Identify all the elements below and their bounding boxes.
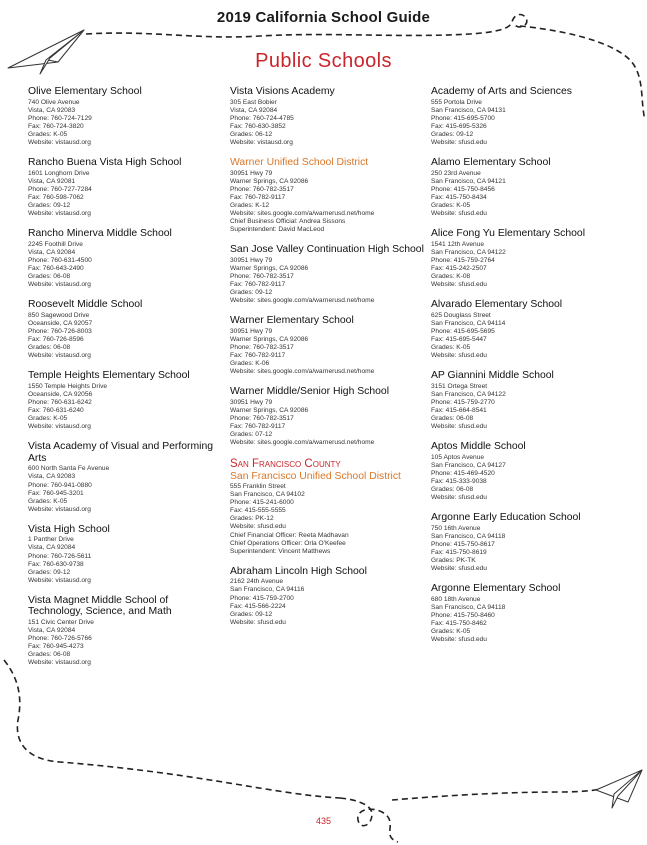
- school-name: Alice Fong Yu Elementary School: [431, 228, 586, 240]
- school-detail-line: Website: sfusd.edu: [230, 523, 286, 531]
- school-detail-line: Grades: 06-12: [230, 130, 273, 138]
- school-detail-line: Phone: 760-782-3517: [230, 344, 294, 352]
- school-detail-line: Phone: 415-695-5700: [431, 114, 495, 122]
- school-name: San Jose Valley Continuation High School: [230, 244, 424, 256]
- school-detail-line: Vista, CA 92081: [28, 177, 76, 185]
- school-detail-line: 105 Aptos Avenue: [431, 453, 485, 461]
- district-entry: [230, 157, 426, 234]
- school-detail-line: Grades: 06-08: [431, 486, 474, 494]
- district-name: San Francisco Unified School District: [230, 470, 401, 482]
- school-detail-line: Phone: 760-726-8003: [28, 327, 92, 335]
- school-detail-line: Website: vistausd.org: [230, 138, 293, 146]
- school-detail-line: Grades: 09-12: [28, 201, 71, 209]
- school-name: Argonne Elementary School: [431, 583, 561, 595]
- school-entry: [431, 441, 627, 502]
- school-entry: [431, 583, 627, 644]
- school-detail-line: 750 16th Avenue: [431, 524, 481, 532]
- school-detail-line: San Francisco, CA 94118: [431, 604, 506, 612]
- school-detail-line: 850 Sagewood Drive: [28, 311, 90, 319]
- school-detail-line: Fax: 415-750-8462: [431, 620, 487, 628]
- school-detail-line: Phone: 760-631-4500: [28, 256, 92, 264]
- school-detail-line: Fax: 415-664-8541: [431, 407, 487, 415]
- school-detail-line: Grades: 06-08: [28, 273, 71, 280]
- school-name: Vista High School: [28, 523, 110, 535]
- school-detail-line: Website: vistausd.org: [28, 352, 91, 360]
- school-entry: [230, 315, 426, 376]
- left-dashed-path: [4, 660, 340, 798]
- school-detail-line: Fax: 415-242-2507: [431, 264, 487, 272]
- school-entry: [28, 441, 224, 514]
- school-detail-line: Grades: K-05: [431, 344, 471, 352]
- school-detail-line: Grades: K-05: [431, 201, 471, 209]
- school-detail-line: Chief Business Official: Andrea Sissons: [230, 218, 346, 226]
- school-detail-line: 555 Franklin Street: [230, 483, 286, 490]
- school-detail-line: Phone: 415-750-8460: [431, 612, 495, 620]
- school-name: Olive Elementary School: [28, 86, 142, 97]
- school-detail-line: Superintendent: Vincent Matthews: [230, 547, 331, 555]
- school-detail-line: Phone: 760-724-4785: [230, 114, 294, 122]
- school-detail-line: Website: vistausd.org: [28, 138, 91, 146]
- school-detail-line: Grades: K-05: [28, 415, 68, 423]
- school-detail-line: Website: sfusd.edu: [230, 618, 286, 626]
- school-name: Vista Magnet Middle School of Technology, Science, and Math: [28, 594, 172, 618]
- school-detail-line: Website: sfusd.edu: [431, 138, 487, 146]
- school-detail-line: Warner Springs, CA 92086: [230, 177, 309, 185]
- school-name: Rancho Buena Vista High School: [28, 157, 182, 169]
- school-detail-line: Grades: 09-12: [230, 289, 273, 297]
- school-detail-line: Fax: 760-945-3201: [28, 489, 84, 497]
- school-detail-line: 555 Portola Drive: [431, 98, 482, 106]
- school-detail-line: Fax: 415-555-5555: [230, 507, 286, 515]
- school-entry: [230, 244, 426, 305]
- school-entry: [28, 524, 224, 585]
- school-detail-line: 30951 Hwy 79: [230, 327, 273, 335]
- school-detail-line: Fax: 760-630-3852: [230, 122, 286, 130]
- school-entry: [431, 370, 627, 431]
- school-detail-line: Vista, CA 92084: [230, 106, 278, 114]
- school-entry: [28, 228, 224, 289]
- school-detail-line: Website: vistausd.org: [28, 423, 91, 431]
- school-detail-line: 680 18th Avenue: [431, 595, 481, 603]
- school-detail-line: Website: vistausd.org: [28, 659, 91, 667]
- school-detail-line: San Francisco, CA 94116: [230, 586, 305, 594]
- school-detail-line: Phone: 415-750-8456: [431, 185, 495, 193]
- school-detail-line: 1550 Temple Heights Drive: [28, 382, 108, 390]
- school-detail-line: Website: sites.google.com/a/warnerusd.net/home: [230, 210, 375, 218]
- school-detail-line: Grades: K-12: [230, 201, 270, 209]
- school-name: Roosevelt Middle School: [28, 299, 143, 311]
- school-detail-line: Grades: 06-08: [431, 415, 474, 423]
- school-detail-line: San Francisco, CA 94121: [431, 177, 506, 185]
- school-detail-line: Grades: 09-12: [230, 610, 273, 618]
- page-number: 435: [315, 816, 332, 826]
- school-detail-line: Website: vistausd.org: [28, 281, 91, 289]
- guide-title: 2019 California School Guide: [216, 9, 431, 26]
- school-detail-line: 2162 24th Avenue: [230, 578, 284, 586]
- school-name: Alamo Elementary School: [431, 157, 551, 169]
- school-detail-line: Warner Springs, CA 92086: [230, 264, 309, 272]
- school-entry: [230, 566, 426, 627]
- school-detail-line: Fax: 760-598-7062: [28, 193, 84, 201]
- school-detail-line: San Francisco, CA 94122: [431, 248, 506, 256]
- school-detail-line: 30951 Hwy 79: [230, 398, 273, 406]
- school-entry: [431, 228, 627, 289]
- school-name: Abraham Lincoln High School: [230, 565, 367, 577]
- school-detail-line: 740 Olive Avenue: [28, 98, 80, 106]
- school-detail-line: San Francisco, CA 94122: [431, 390, 506, 398]
- school-detail-line: Phone: 415-759-2770: [431, 398, 495, 406]
- school-detail-line: Grades: PK-12: [230, 515, 274, 523]
- bottom-right-dashed-path: [392, 786, 612, 800]
- school-detail-line: Fax: 760-724-3820: [28, 122, 84, 130]
- paper-plane-icon: [596, 770, 642, 808]
- school-detail-line: 2245 Foothill Drive: [28, 240, 83, 248]
- school-detail-line: Phone: 760-941-0880: [28, 481, 92, 489]
- school-detail-line: Website: sites.google.com/a/warnerusd.net/home: [230, 297, 375, 305]
- school-detail-line: Vista, CA 92083: [28, 473, 76, 481]
- school-detail-line: Phone: 415-759-2700: [230, 594, 294, 602]
- school-detail-line: 1601 Longhorn Drive: [28, 169, 90, 177]
- school-detail-line: Fax: 760-630-9738: [28, 560, 84, 568]
- school-detail-line: 1 Panther Drive: [28, 536, 74, 544]
- school-detail-line: Grades: 06-08: [28, 344, 71, 352]
- school-detail-line: Fax: 760-726-8596: [28, 335, 84, 343]
- school-detail-line: Fax: 760-782-9117: [230, 423, 286, 431]
- school-detail-line: Vista, CA 92084: [28, 248, 76, 256]
- school-detail-line: Website: sfusd.edu: [431, 281, 487, 289]
- school-detail-line: Grades: 09-12: [28, 568, 71, 576]
- school-entry: [431, 157, 627, 218]
- school-detail-line: Vista, CA 92084: [28, 544, 76, 552]
- school-detail-line: Warner Springs, CA 92086: [230, 335, 309, 343]
- school-detail-line: Fax: 760-782-9117: [230, 352, 286, 360]
- school-entry: [431, 86, 627, 147]
- school-detail-line: 250 23rd Avenue: [431, 169, 481, 177]
- school-entry: [28, 299, 224, 360]
- school-name: Temple Heights Elementary School: [28, 370, 190, 382]
- school-detail-line: Chief Operations Officer: Orla O'Keefee: [230, 539, 346, 547]
- school-detail-line: San Francisco, CA 94131: [431, 106, 506, 114]
- school-detail-line: Phone: 760-726-5766: [28, 635, 92, 643]
- school-entry: [431, 512, 627, 573]
- school-detail-line: 600 North Santa Fe Avenue: [28, 465, 110, 473]
- school-detail-line: 625 Douglass Street: [431, 311, 491, 319]
- school-entry: [28, 86, 224, 147]
- school-detail-line: Website: sfusd.edu: [431, 494, 487, 502]
- school-detail-line: Phone: 760-782-3517: [230, 185, 294, 193]
- school-name: Warner Elementary School: [230, 315, 354, 327]
- school-name: Academy of Arts and Sciences: [431, 86, 572, 97]
- school-detail-line: Website: sfusd.edu: [431, 210, 487, 218]
- school-detail-line: Fax: 415-695-5447: [431, 335, 487, 343]
- school-detail-line: Grades: K-06: [230, 360, 270, 368]
- school-detail-line: 305 East Bobier: [230, 98, 277, 106]
- section-title: Public Schools: [255, 50, 392, 72]
- school-detail-line: Phone: 760-631-6242: [28, 398, 92, 406]
- school-detail-line: San Francisco, CA 94127: [431, 461, 506, 469]
- school-detail-line: Grades: K-08: [431, 273, 471, 280]
- school-name: Vista Academy of Visual and Performing Arts: [28, 441, 214, 464]
- school-detail-line: Fax: 415-750-8434: [431, 193, 487, 201]
- school-detail-line: Fax: 760-643-2490: [28, 264, 84, 272]
- school-detail-line: Phone: 415-469-4520: [431, 470, 495, 477]
- school-name: Alvarado Elementary School: [431, 299, 563, 311]
- school-name: AP Giannini Middle School: [431, 370, 554, 382]
- school-detail-line: Fax: 760-782-9117: [230, 281, 286, 289]
- school-detail-line: Phone: 760-782-3517: [230, 415, 294, 423]
- school-detail-line: Oceanside, CA 92057: [28, 319, 93, 327]
- school-entry: [230, 86, 426, 147]
- school-detail-line: Website: sfusd.edu: [431, 636, 487, 644]
- school-detail-line: Fax: 415-750-8619: [431, 549, 487, 557]
- school-detail-line: Phone: 760-782-3517: [230, 273, 294, 280]
- school-detail-line: Phone: 760-727-7284: [28, 185, 92, 193]
- school-detail-line: 1541 12th Avenue: [431, 240, 485, 248]
- school-detail-line: Phone: 415-750-8617: [431, 541, 495, 549]
- directory-column-3: [431, 86, 627, 655]
- county-name: San Francisco County: [230, 457, 341, 470]
- school-detail-line: Chief Financial Officer: Reeta Madhavan: [230, 531, 349, 539]
- school-detail-line: Website: sfusd.edu: [431, 565, 487, 573]
- school-entry: [28, 157, 224, 218]
- school-entry: [431, 299, 627, 360]
- school-detail-line: Grades: K-05: [431, 628, 471, 636]
- school-detail-line: 30951 Hwy 79: [230, 169, 273, 177]
- school-detail-line: Fax: 760-782-9117: [230, 193, 286, 201]
- school-detail-line: San Francisco, CA 94102: [230, 491, 305, 499]
- school-detail-line: Phone: 760-726-5611: [28, 552, 92, 560]
- school-name: Aptos Middle School: [431, 441, 526, 453]
- school-detail-line: Vista, CA 92084: [28, 627, 76, 635]
- directory-column-2: [230, 86, 426, 637]
- school-detail-line: Grades: K-05: [28, 130, 68, 138]
- school-detail-line: Phone: 415-241-6000: [230, 499, 294, 507]
- district-name: Warner Unified School District: [230, 157, 369, 169]
- school-detail-line: Grades: 09-12: [431, 130, 474, 138]
- school-name: Argonne Early Education School: [431, 512, 581, 524]
- school-detail-line: Grades: K-05: [28, 497, 68, 505]
- school-detail-line: 3151 Ortega Street: [431, 382, 488, 390]
- school-name: Rancho Minerva Middle School: [28, 228, 172, 240]
- school-detail-line: Vista, CA 92083: [28, 106, 76, 114]
- school-detail-line: Website: sites.google.com/a/warnerusd.net/home: [230, 439, 375, 447]
- school-detail-line: Phone: 415-695-5695: [431, 327, 495, 335]
- school-detail-line: Website: sfusd.edu: [431, 423, 487, 431]
- school-detail-line: Warner Springs, CA 92086: [230, 407, 309, 415]
- school-detail-line: 30951 Hwy 79: [230, 256, 273, 264]
- school-detail-line: Grades: 06-08: [28, 651, 71, 659]
- school-detail-line: Grades: 07-12: [230, 431, 273, 439]
- school-detail-line: Phone: 415-759-2764: [431, 256, 495, 264]
- school-detail-line: Superintendent: David MacLeod: [230, 226, 325, 234]
- school-detail-line: Website: vistausd.org: [28, 505, 91, 513]
- district-entry: [230, 458, 426, 556]
- school-entry: [28, 595, 224, 668]
- school-detail-line: Oceanside, CA 92056: [28, 390, 93, 398]
- school-entry: [28, 370, 224, 431]
- school-detail-line: Website: sites.google.com/a/warnerusd.net/home: [230, 368, 375, 376]
- directory-column-1: [28, 86, 224, 678]
- school-name: Warner Middle/Senior High School: [230, 386, 390, 398]
- school-detail-line: Website: vistausd.org: [28, 576, 91, 584]
- school-detail-line: Fax: 415-695-5326: [431, 122, 487, 130]
- school-detail-line: Fax: 760-945-4273: [28, 643, 84, 651]
- school-detail-line: Fax: 415-566-2224: [230, 602, 286, 610]
- school-detail-line: Fax: 760-631-6240: [28, 407, 84, 415]
- school-detail-line: San Francisco, CA 94114: [431, 319, 506, 327]
- school-entry: [230, 386, 426, 447]
- school-detail-line: Fax: 415-333-9038: [431, 478, 487, 486]
- school-detail-line: Phone: 760-724-7129: [28, 114, 92, 122]
- school-detail-line: 151 Civic Center Drive: [28, 618, 94, 626]
- school-detail-line: Website: sfusd.edu: [431, 352, 487, 360]
- school-detail-line: Website: vistausd.org: [28, 210, 91, 218]
- school-name: Vista Visions Academy: [230, 86, 335, 97]
- school-detail-line: Grades: PK-TK: [431, 557, 476, 565]
- school-detail-line: San Francisco, CA 94118: [431, 532, 506, 540]
